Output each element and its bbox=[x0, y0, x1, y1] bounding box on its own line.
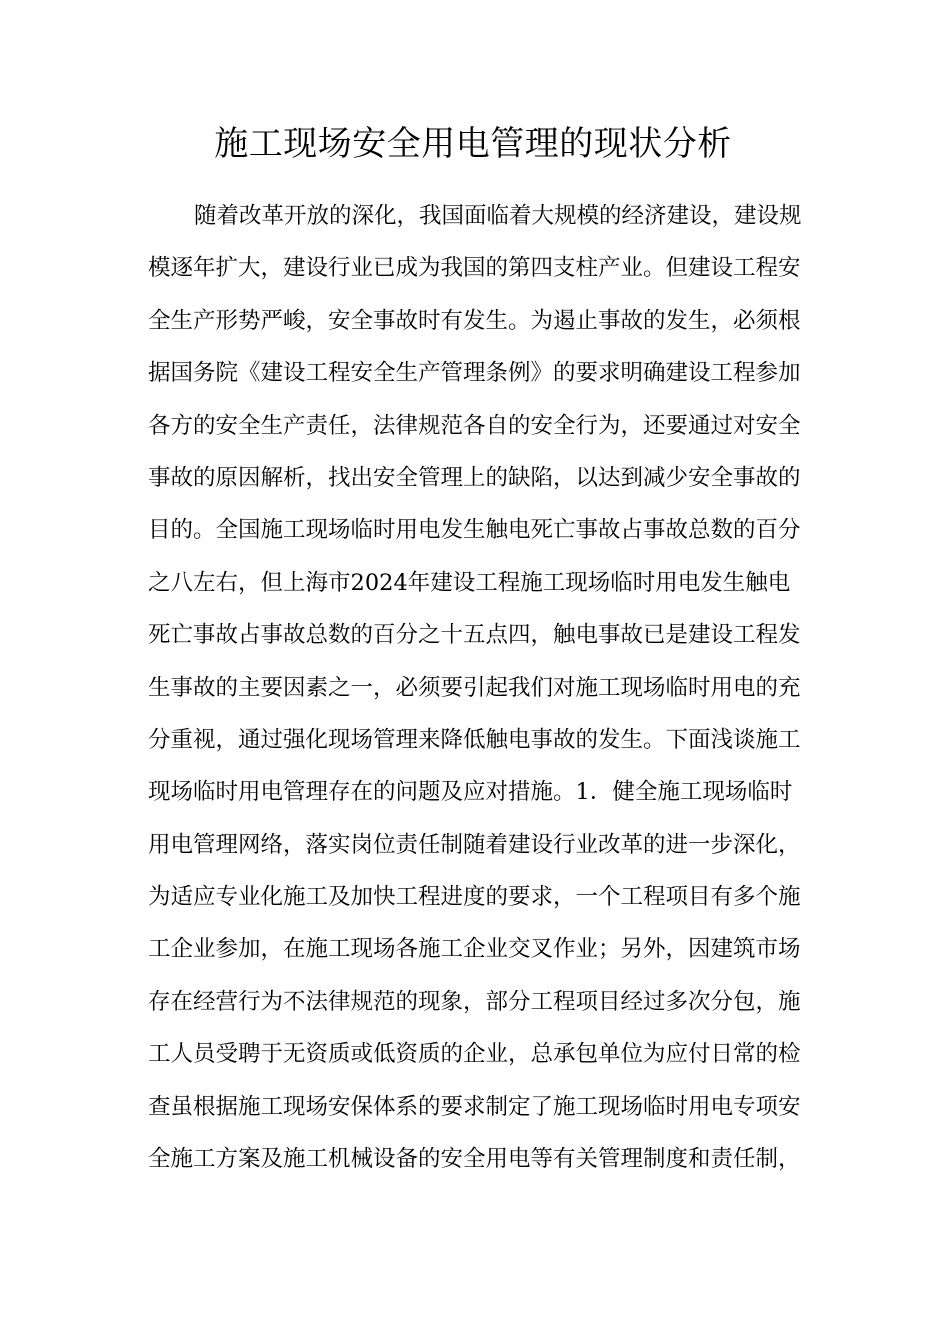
body-line-3: 全生产形势严峻，安全事故时有发生。为遏止事故的发生，必须根 bbox=[148, 307, 801, 334]
body-line-18: 查虽根据施工现场安保体系的要求制定了施工现场临时用电专项安 bbox=[148, 1093, 801, 1120]
body-line-17: 工人员受聘于无资质或低资质的企业，总承包单位为应付日常的检 bbox=[148, 1041, 801, 1068]
body-line-16: 存在经营行为不法律规范的现象，部分工程项目经过多次分包，施 bbox=[148, 988, 801, 1015]
document-title: 施工现场安全用电管理的现状分析 bbox=[214, 124, 732, 164]
body-line-15: 工企业参加，在施工现场各施工企业交叉作业；另外，因建筑市场 bbox=[148, 936, 801, 963]
body-line-10: 生事故的主要因素之一，必须要引起我们对施工现场临时用电的充 bbox=[148, 674, 801, 701]
body-line-2: 模逐年扩大，建设行业已成为我国的第四支柱产业。但建设工程安 bbox=[148, 255, 801, 282]
body-line-9: 死亡事故占事故总数的百分之十五点四，触电事故已是建设工程发 bbox=[148, 622, 801, 649]
body-line-1: 随着改革开放的深化，我国面临着大规模的经济建设，建设规 bbox=[194, 203, 802, 229]
body-line-13: 用电管理网络，落实岗位责任制随着建设行业改革的进一步深化， bbox=[148, 831, 801, 858]
body-line-12: 现场临时用电管理存在的问题及应对措施。1．健全施工现场临时 bbox=[148, 779, 793, 806]
body-line-4: 据国务院《建设工程安全生产管理条例》的要求明确建设工程参加 bbox=[148, 360, 801, 387]
body-line-11: 分重视，通过强化现场管理来降低触电事故的发生。下面浅谈施工 bbox=[148, 726, 801, 753]
body-line-5: 各方的安全生产责任，法律规范各自的安全行为，还要通过对安全 bbox=[148, 412, 801, 439]
document-body bbox=[148, 190, 800, 1185]
body-line-7: 目的。全国施工现场临时用电发生触电死亡事故占事故总数的百分 bbox=[148, 517, 801, 544]
body-line-6: 事故的原因解析，找出安全管理上的缺陷，以达到减少安全事故的 bbox=[148, 464, 801, 491]
body-line-19: 全施工方案及施工机械设备的安全用电等有关管理制度和责任制， bbox=[148, 1146, 801, 1173]
body-line-8: 之八左右，但上海市2024年建设工程施工现场临时用电发生触电 bbox=[148, 569, 791, 596]
body-line-14: 为适应专业化施工及加快工程进度的要求，一个工程项目有多个施 bbox=[148, 884, 801, 911]
